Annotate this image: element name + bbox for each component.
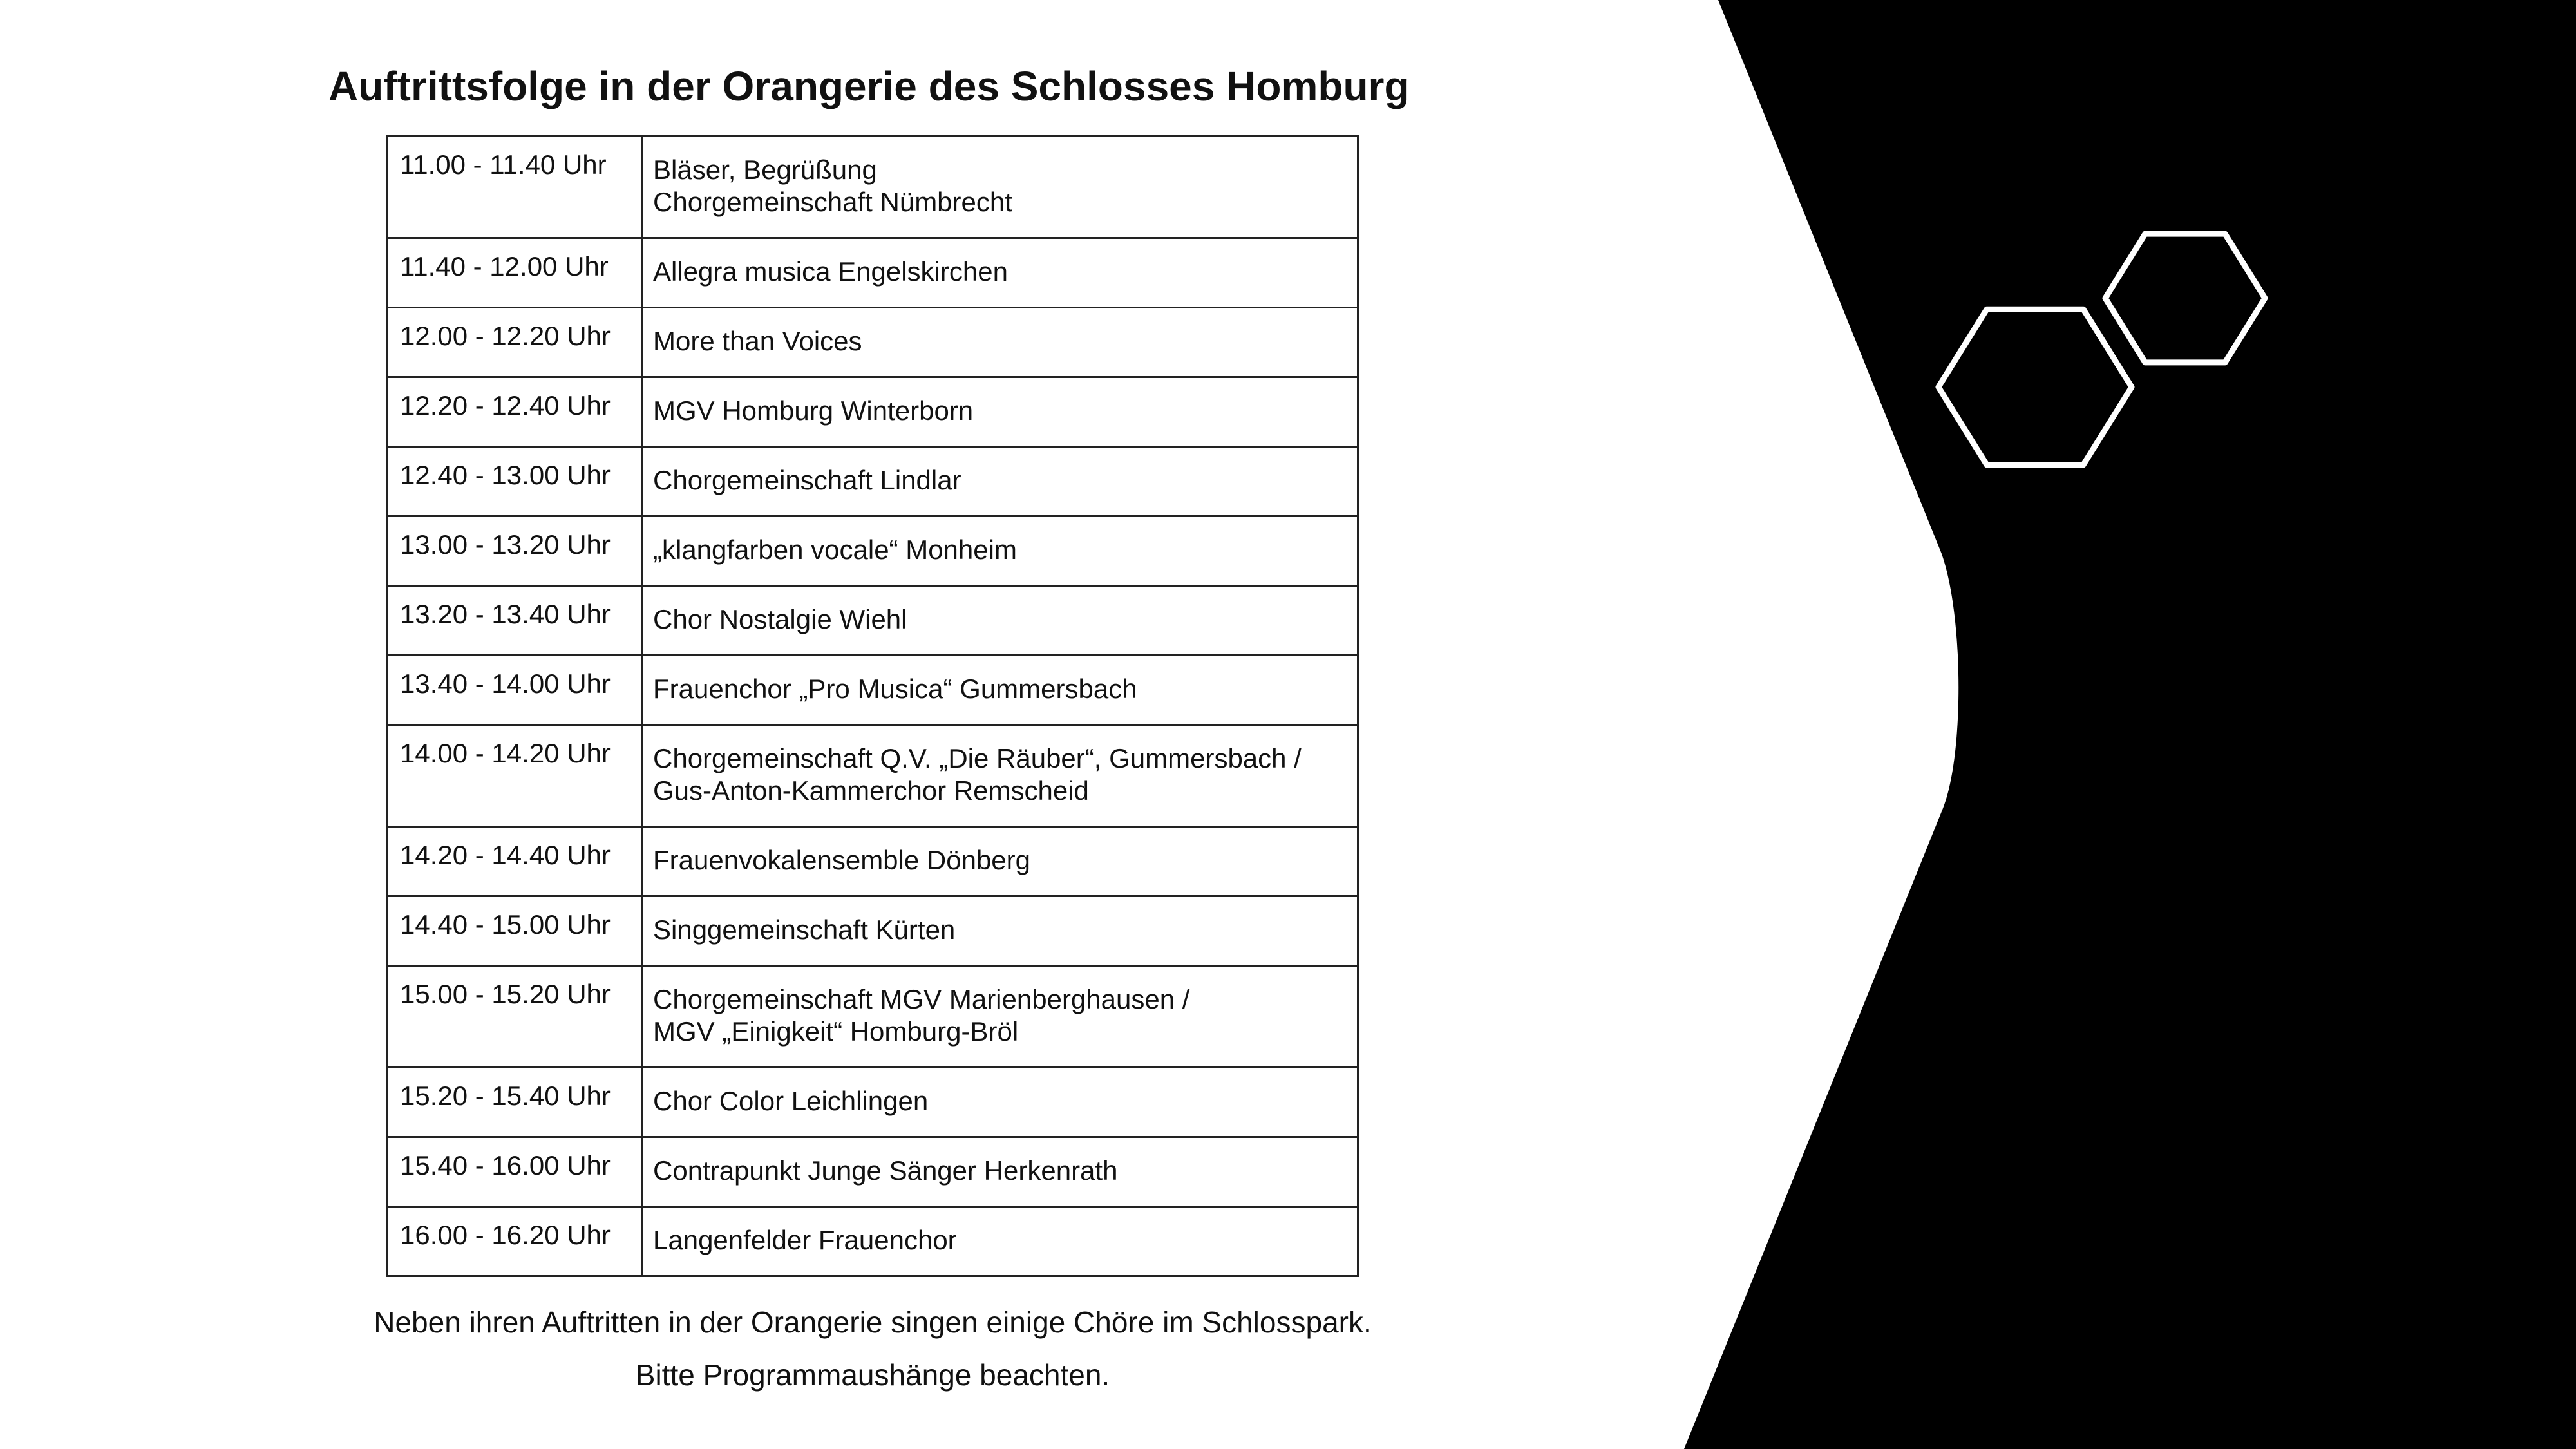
schedule-table-body — [388, 137, 1358, 1276]
performer-cell — [642, 377, 1358, 447]
time-slot-cell: 12.00 - 12.20 Uhr — [388, 308, 642, 377]
time-slot-cell: 12.40 - 13.00 Uhr — [388, 447, 642, 516]
schedule-table — [386, 135, 1359, 1277]
table-row — [388, 966, 1358, 1068]
performer-cell — [642, 137, 1358, 238]
time-slot-cell: 15.20 - 15.40 Uhr — [388, 1068, 642, 1137]
time-slot-cell: 11.40 - 12.00 Uhr — [388, 238, 642, 308]
performer-name: Chorgemeinschaft Q.V. „Die Räuber“, Gummersbach / — [653, 743, 1302, 773]
time-slot-cell: 16.00 - 16.20 Uhr — [388, 1207, 642, 1276]
performer-cell — [642, 656, 1358, 725]
time-slot-cell: 14.40 - 15.00 Uhr — [388, 896, 642, 966]
time-slot-cell: 13.40 - 14.00 Uhr — [388, 656, 642, 725]
performer-name: Chorgemeinschaft Nümbrecht — [653, 187, 1012, 217]
performer-name: MGV „Einigkeit“ Homburg-Bröl — [653, 1016, 1019, 1046]
performer-cell — [642, 238, 1358, 308]
performer-cell — [642, 516, 1358, 586]
footnote-programmaushaenge: Bitte Programmaushänge beachten. — [635, 1358, 1110, 1392]
performer-name: Chorgemeinschaft Lindlar — [653, 465, 961, 495]
table-row — [388, 377, 1358, 447]
performer-cell — [642, 725, 1358, 827]
time-slot-cell: 15.40 - 16.00 Uhr — [388, 1137, 642, 1207]
performer-cell — [642, 586, 1358, 656]
performer-name: MGV Homburg Winterborn — [653, 395, 974, 426]
performer-name: Langenfelder Frauenchor — [653, 1225, 957, 1255]
performer-name: Bläser, Begrüßung — [653, 155, 877, 185]
document-title: Auftrittsfolge in der Orangerie des Schlosses Homburg — [328, 63, 1410, 109]
performer-cell — [642, 1137, 1358, 1207]
time-slot-cell: 13.20 - 13.40 Uhr — [388, 586, 642, 656]
footnote-schlosspark: Neben ihren Auftritten in der Orangerie singen einige Chöre im Schlosspark. — [374, 1305, 1372, 1339]
performer-name: Chorgemeinschaft MGV Marienberghausen / — [653, 984, 1190, 1014]
table-row — [388, 1207, 1358, 1276]
performer-cell — [642, 447, 1358, 516]
time-slot-cell: 11.00 - 11.40 Uhr — [388, 137, 642, 238]
time-slot-cell: 15.00 - 15.20 Uhr — [388, 966, 642, 1068]
performer-cell — [642, 966, 1358, 1068]
table-row — [388, 238, 1358, 308]
table-row — [388, 137, 1358, 238]
performer-cell — [642, 896, 1358, 966]
performer-name: Chor Nostalgie Wiehl — [653, 604, 907, 634]
table-row — [388, 827, 1358, 896]
performer-name: Chor Color Leichlingen — [653, 1086, 929, 1116]
performer-name: Frauenvokalensemble Dönberg — [653, 845, 1031, 875]
table-row — [388, 586, 1358, 656]
time-slot-cell: 12.20 - 12.40 Uhr — [388, 377, 642, 447]
performer-name: „klangfarben vocale“ Monheim — [653, 535, 1017, 565]
time-slot-cell: 13.00 - 13.20 Uhr — [388, 516, 642, 586]
performer-name: Gus-Anton-Kammerchor Remscheid — [653, 775, 1089, 806]
time-slot-cell: 14.00 - 14.20 Uhr — [388, 725, 642, 827]
performer-name: Frauenchor „Pro Musica“ Gummersbach — [653, 674, 1137, 704]
table-row — [388, 725, 1358, 827]
performer-name: Singgemeinschaft Kürten — [653, 914, 956, 945]
performer-cell — [642, 308, 1358, 377]
table-row — [388, 896, 1358, 966]
table-row — [388, 1137, 1358, 1207]
performer-cell — [642, 1207, 1358, 1276]
table-row — [388, 516, 1358, 586]
performer-name: Allegra musica Engelskirchen — [653, 256, 1008, 287]
time-slot-cell: 14.20 - 14.40 Uhr — [388, 827, 642, 896]
performer-name: Contrapunkt Junge Sänger Herkenrath — [653, 1155, 1118, 1186]
performer-name: More than Voices — [653, 326, 862, 356]
table-row — [388, 1068, 1358, 1137]
table-row — [388, 308, 1358, 377]
table-row — [388, 656, 1358, 725]
table-row — [388, 447, 1358, 516]
performer-cell — [642, 1068, 1358, 1137]
performer-cell — [642, 827, 1358, 896]
